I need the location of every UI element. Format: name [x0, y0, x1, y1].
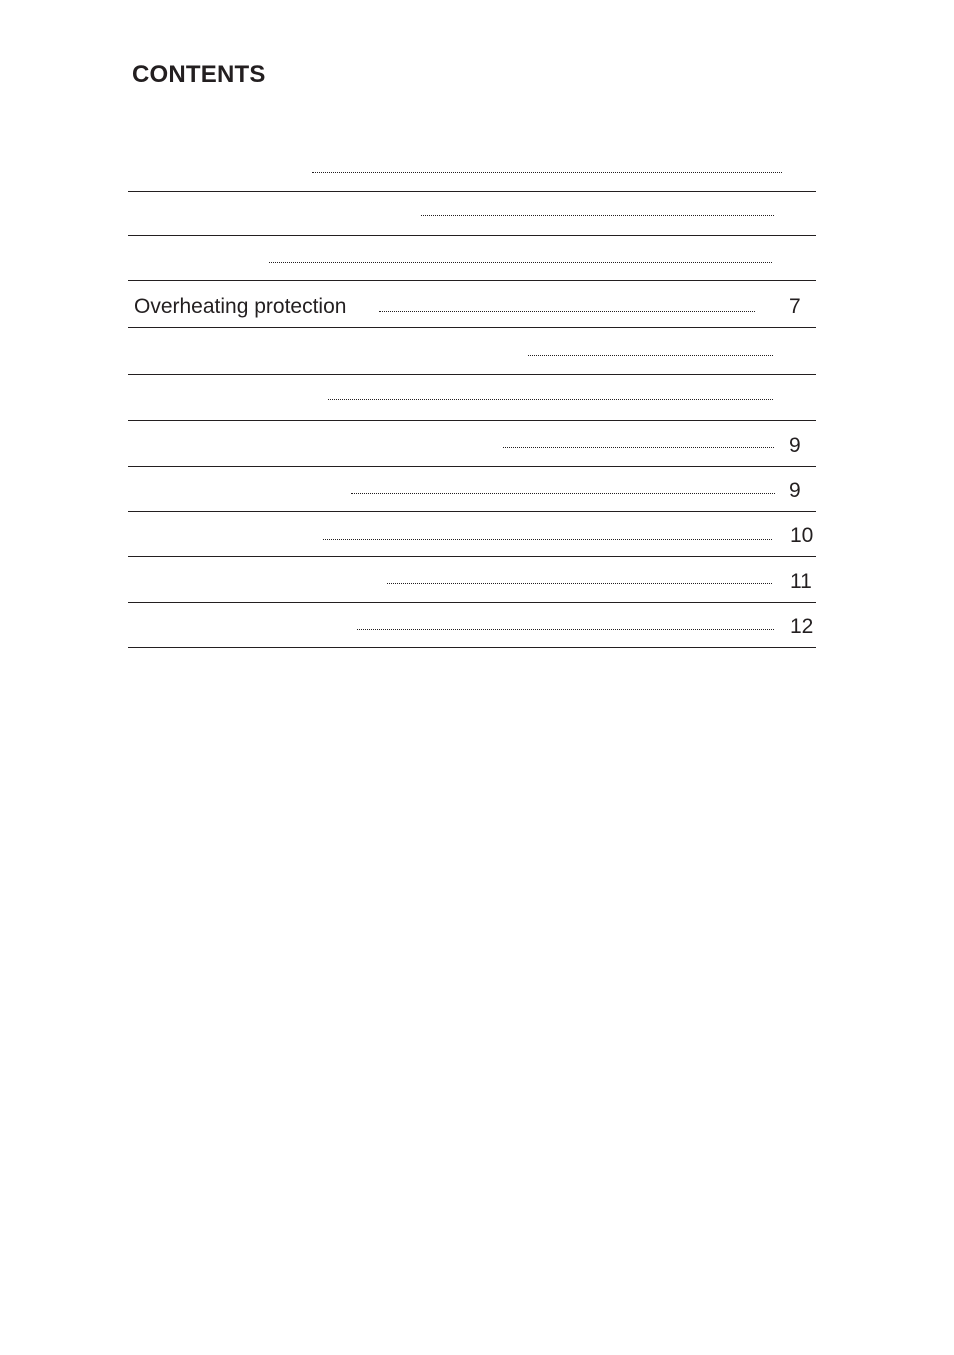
- toc-page-number: 7: [789, 295, 801, 318]
- toc-dot-leader: [312, 172, 782, 173]
- toc-entry[interactable]: [128, 421, 816, 467]
- page-title: CONTENTS: [132, 61, 266, 88]
- toc-entry[interactable]: [128, 467, 816, 512]
- toc-dot-leader: [503, 447, 774, 448]
- toc-dot-leader: [379, 311, 755, 312]
- toc-dot-leader: [351, 493, 775, 494]
- toc-entry[interactable]: [128, 192, 816, 236]
- toc-dot-leader: [357, 629, 774, 630]
- toc-entry[interactable]: [128, 236, 816, 281]
- toc-page-number: 9: [789, 479, 801, 502]
- toc-entry[interactable]: [128, 148, 816, 192]
- toc-dot-leader: [323, 539, 772, 540]
- toc-entry[interactable]: [128, 557, 816, 603]
- toc-page-number: 10: [790, 524, 814, 547]
- toc-page-number: 12: [790, 615, 814, 638]
- toc-entry-title: Overheating protection: [134, 295, 347, 318]
- table-of-contents: [128, 148, 816, 648]
- toc-page-number: 9: [789, 434, 801, 457]
- toc-dot-leader: [387, 583, 772, 584]
- toc-dot-leader: [528, 355, 773, 356]
- toc-entry[interactable]: [128, 603, 816, 648]
- toc-entry[interactable]: [128, 281, 816, 328]
- toc-entry[interactable]: [128, 375, 816, 421]
- toc-entry[interactable]: [128, 328, 816, 375]
- toc-entry[interactable]: [128, 512, 816, 557]
- toc-dot-leader: [421, 215, 774, 216]
- toc-dot-leader: [328, 399, 773, 400]
- toc-dot-leader: [269, 262, 772, 263]
- toc-page-number: 11: [790, 570, 812, 593]
